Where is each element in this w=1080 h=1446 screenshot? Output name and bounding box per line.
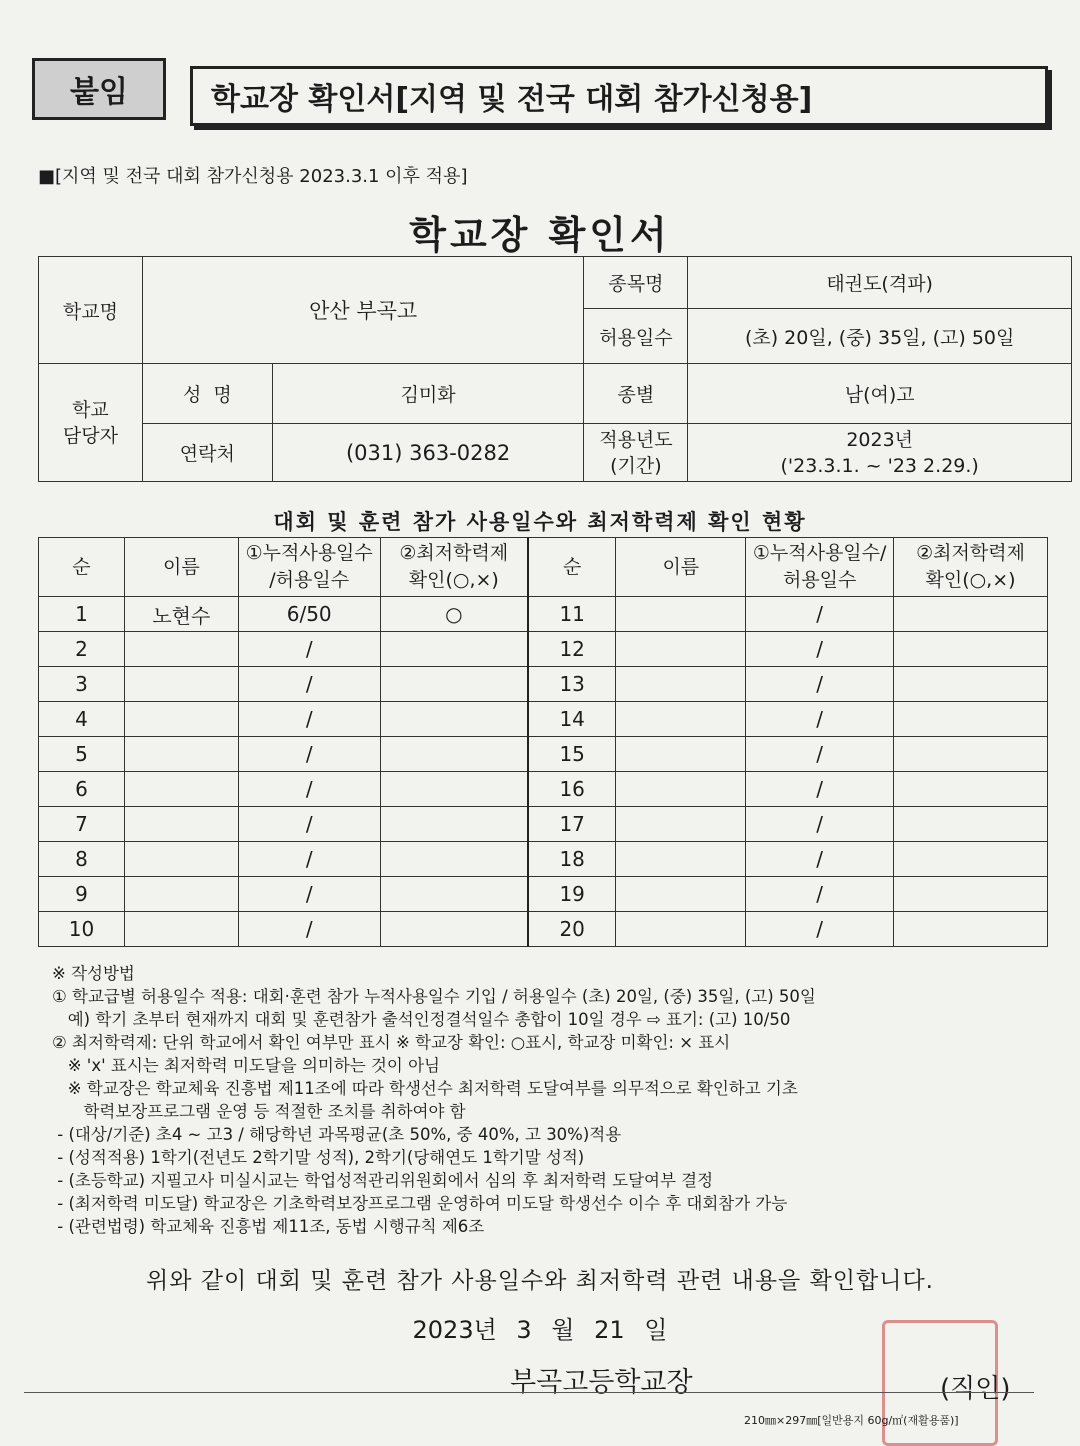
confirm-date: 2023년 3 월 21 일 (412, 1316, 668, 1344)
cell-name (616, 597, 746, 632)
cell-check (380, 772, 528, 807)
cell-no: 4 (39, 702, 125, 737)
instruction-line: - (최저학력 미도달) 학교장은 기초학력보장프로그램 운영하여 미도달 학생선수 이수 후 대회참가 가능 (52, 1194, 788, 1213)
cell-days: / (238, 702, 380, 737)
confirm-statement: 위와 같이 대회 및 훈련 참가 사용일수와 최저학력 관련 내용을 확인합니다. (146, 1268, 934, 1294)
col-check-header-right: ②최저학력제 확인(○,×) (894, 538, 1048, 597)
cell-days: / (746, 877, 894, 912)
cell-name (616, 772, 746, 807)
cell-days: / (746, 912, 894, 947)
cell-check (894, 772, 1048, 807)
cell-name (124, 667, 238, 702)
manager-label: 학교 담당자 (39, 364, 143, 482)
col-no-header: 순 (39, 538, 125, 597)
name-value: 김미화 (272, 364, 584, 424)
cell-check (894, 877, 1048, 912)
cell-no: 16 (528, 772, 616, 807)
instruction-line: ※ 작성방법 (52, 964, 135, 983)
instruction-line: ※ 학교장은 학교체육 진흥법 제11조에 따라 학생선수 최저학력 도달여부를 의무적으로 확인하고 기초 (52, 1079, 798, 1098)
cell-name: 노현수 (124, 597, 238, 632)
cell-check (894, 912, 1048, 947)
cell-name (616, 807, 746, 842)
cell-name (616, 737, 746, 772)
table-row (39, 912, 1048, 947)
cell-name (616, 912, 746, 947)
instruction-line: ② 최저학력제: 단위 학교에서 확인 여부만 표시 ※ 학교장 확인: ○표시, 학교장 미확인: × 표시 (52, 1033, 731, 1052)
cell-check (894, 842, 1048, 877)
table-row (39, 842, 1048, 877)
cell-no: 14 (528, 702, 616, 737)
cell-no: 15 (528, 737, 616, 772)
allowed-label: 허용일수 (584, 309, 688, 364)
table-row (39, 877, 1048, 912)
cell-check (380, 842, 528, 877)
cell-no: 5 (39, 737, 125, 772)
cell-check (894, 702, 1048, 737)
attachment-label: 붙임 (32, 58, 166, 120)
cell-days: / (746, 737, 894, 772)
principal-name: 부곡고등학교장 (510, 1367, 693, 1398)
col-name-header: 이름 (124, 538, 238, 597)
cell-days: / (746, 807, 894, 842)
cell-no: 12 (528, 632, 616, 667)
form-note: ■[지역 및 전국 대회 참가신청용 2023.3.1 이후 적용] (38, 166, 468, 187)
year-value: 2023년 (846, 428, 914, 451)
cell-check (380, 667, 528, 702)
cell-name (124, 632, 238, 667)
instruction-line: - (초등학교) 지필고사 미실시교는 학업성적관리위원회에서 심의 후 최저학력 도달여부 결정 (52, 1171, 714, 1190)
seal-label: (직인) (940, 1374, 1011, 1404)
table-row (39, 702, 1048, 737)
cell-days: / (746, 772, 894, 807)
cell-name (124, 842, 238, 877)
cell-check (894, 597, 1048, 632)
cell-name (124, 877, 238, 912)
allowed-value: (초) 20일, (중) 35일, (고) 50일 (688, 309, 1072, 364)
cell-name (124, 772, 238, 807)
table-row (39, 807, 1048, 842)
form-title: 학교장 확인서[지역 및 전국 대회 참가신청용] (190, 66, 1048, 126)
cell-no: 19 (528, 877, 616, 912)
cell-days: / (746, 702, 894, 737)
bottom-divider (24, 1392, 1034, 1393)
cell-name (124, 807, 238, 842)
cell-no: 6 (39, 772, 125, 807)
instruction-line: - (대상/기준) 초4 ~ 고3 / 해당학년 과목평균(초 50%, 중 40%, 고 30%)적용 (52, 1125, 622, 1144)
contact-label: 연락처 (142, 424, 272, 482)
cell-check (894, 807, 1048, 842)
cell-no: 18 (528, 842, 616, 877)
instruction-line: ※ 'x' 표시는 최저학력 미도달을 의미하는 것이 아님 (52, 1056, 440, 1075)
col-days-header: ①누적사용일수 /허용일수 (238, 538, 380, 597)
period-value: ('23.3.1. ~ '23 2.29.) (780, 454, 979, 477)
table-row (39, 772, 1048, 807)
gender-label: 종별 (584, 364, 688, 424)
paper-size-note: 210㎜×297㎜[일반용지 60g/㎡(재활용품)] (744, 1414, 959, 1427)
cell-days: / (238, 632, 380, 667)
section-title: 대회 및 훈련 참가 사용일수와 최저학력제 확인 현황 (273, 510, 807, 534)
cell-check (380, 632, 528, 667)
main-title: 학교장 확인서 (409, 213, 671, 257)
cell-days: / (746, 667, 894, 702)
cell-check (380, 702, 528, 737)
cell-name (616, 842, 746, 877)
cell-days: / (746, 632, 894, 667)
cell-check: ○ (380, 597, 528, 632)
cell-days: / (238, 877, 380, 912)
cell-name (616, 877, 746, 912)
cell-no: 17 (528, 807, 616, 842)
instruction-line: - (성적적용) 1학기(전년도 2학기말 성적), 2학기(당해연도 1학기말 성적) (52, 1148, 585, 1167)
cell-days: / (238, 842, 380, 877)
cell-name (124, 702, 238, 737)
cell-no: 9 (39, 877, 125, 912)
name-label: 성 명 (142, 364, 272, 424)
cell-name (616, 632, 746, 667)
cell-no: 10 (39, 912, 125, 947)
cell-name (124, 912, 238, 947)
cell-no: 1 (39, 597, 125, 632)
cell-days: / (238, 667, 380, 702)
instruction-line: 학력보장프로그램 운영 등 적절한 조치를 취하여야 함 (52, 1102, 466, 1121)
cell-name (124, 737, 238, 772)
cell-check (894, 632, 1048, 667)
cell-days: / (238, 737, 380, 772)
cell-days: / (746, 842, 894, 877)
instruction-line: ① 학교급별 허용일수 적용: 대회·훈련 참가 누적사용일수 기입 / 허용일수 (초) 20일, (중) 35일, (고) 50일 (52, 987, 816, 1006)
table-row (39, 632, 1048, 667)
cell-days: / (238, 772, 380, 807)
cell-no: 7 (39, 807, 125, 842)
writing-instructions (52, 962, 1052, 1238)
cell-no: 2 (39, 632, 125, 667)
col-no-header-right: 순 (528, 538, 616, 597)
cell-days: 6/50 (238, 597, 380, 632)
cell-check (380, 877, 528, 912)
col-days-header-right: ①누적사용일수/ 허용일수 (746, 538, 894, 597)
cell-check (894, 667, 1048, 702)
school-value: 안산 부곡고 (142, 257, 584, 364)
cell-no: 20 (528, 912, 616, 947)
col-name-header-right: 이름 (616, 538, 746, 597)
cell-check (380, 912, 528, 947)
table-row (39, 597, 1048, 632)
cell-days: / (238, 912, 380, 947)
participation-table (38, 537, 1048, 947)
table-row (39, 667, 1048, 702)
event-label: 종목명 (584, 257, 688, 309)
cell-check (380, 807, 528, 842)
cell-name (616, 667, 746, 702)
instruction-line: 예) 학기 초부터 현재까지 대회 및 훈련참가 출석인정결석일수 총합이 10일 경우 ⇨ 표기: (고) 10/50 (52, 1010, 791, 1029)
cell-no: 3 (39, 667, 125, 702)
cell-no: 11 (528, 597, 616, 632)
cell-days: / (746, 597, 894, 632)
instruction-line: - (관련법령) 학교체육 진흥법 제11조, 동법 시행규칙 제6조 (52, 1217, 485, 1236)
year-cell (688, 424, 1072, 482)
cell-no: 13 (528, 667, 616, 702)
cell-check (894, 737, 1048, 772)
cell-name (616, 702, 746, 737)
cell-check (380, 737, 528, 772)
year-label: 적용년도 (기간) (584, 424, 688, 482)
gender-value: 남(여)고 (688, 364, 1072, 424)
cell-days: / (238, 807, 380, 842)
info-table (38, 256, 1072, 482)
table-row (39, 737, 1048, 772)
contact-value: (031) 363-0282 (272, 424, 584, 482)
event-value: 태권도(격파) (688, 257, 1072, 309)
cell-no: 8 (39, 842, 125, 877)
col-check-header: ②최저학력제 확인(○,×) (380, 538, 528, 597)
school-label: 학교명 (39, 257, 143, 364)
